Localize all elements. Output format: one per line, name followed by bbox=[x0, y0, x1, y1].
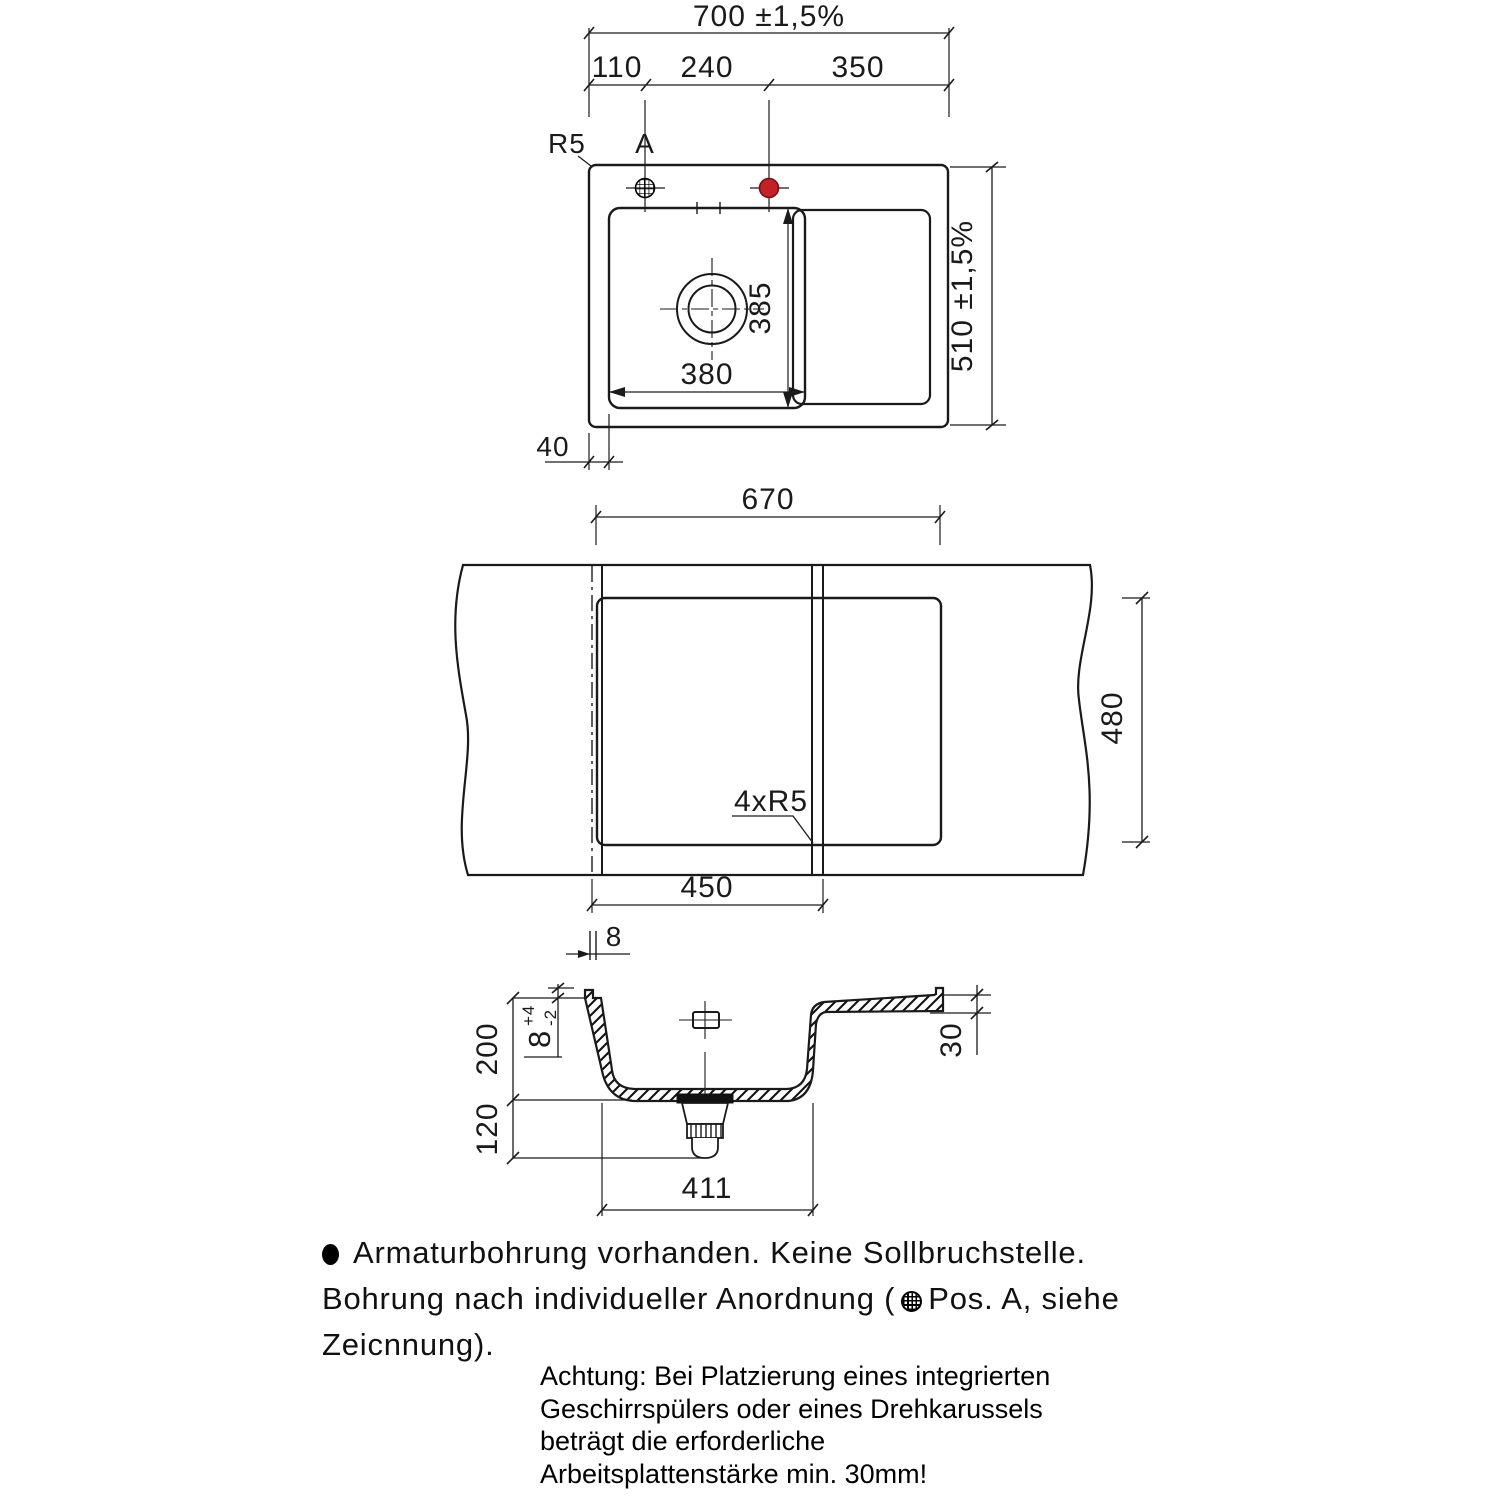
bullet-icon bbox=[322, 1244, 339, 1265]
dim-label-30: 30 bbox=[935, 1022, 968, 1058]
note2-line3: beträgt die erforderliche bbox=[540, 1426, 826, 1456]
note1-line2 bbox=[322, 1276, 1222, 1322]
note1-line2-pre: Bohrung nach individueller Anordnung ( bbox=[322, 1281, 896, 1316]
note-armaturbohrung bbox=[322, 1230, 1222, 1368]
dim-label-510: 510 ±1,5% bbox=[946, 219, 979, 373]
faucet-hole-a-icon bbox=[636, 179, 655, 198]
label-a: A bbox=[635, 128, 655, 159]
drain-trap-dome bbox=[692, 1138, 718, 1158]
faucet-hole-red-icon bbox=[760, 179, 779, 198]
drainboard-outline bbox=[793, 210, 930, 404]
dim-label-200: 200 bbox=[471, 1022, 504, 1076]
note1-line1 bbox=[322, 1230, 1222, 1276]
dim-label-rim8-tol-plus: +4 bbox=[519, 1004, 538, 1026]
dim-label-rim8-tol-minus: -2 bbox=[541, 1008, 560, 1026]
cutout-view bbox=[455, 483, 1150, 960]
drain-nut bbox=[687, 1124, 723, 1138]
dim-label-240: 240 bbox=[680, 51, 734, 84]
label-4xr5: 4xR5 bbox=[734, 785, 809, 818]
worktop-band bbox=[455, 565, 1092, 875]
sink-section-body bbox=[585, 988, 943, 1101]
dim-label-120: 120 bbox=[471, 1102, 504, 1156]
label-r5: R5 bbox=[548, 128, 586, 159]
section-view bbox=[471, 983, 991, 1216]
dim-label-700: 700 ±1,5% bbox=[692, 0, 846, 33]
note-achtung bbox=[540, 1360, 1100, 1490]
dim-label-rim8-group bbox=[519, 1005, 560, 1048]
dim-label-411: 411 bbox=[681, 1172, 733, 1205]
note2-line4: Arbeitsplattenstärke min. 30mm! bbox=[540, 1458, 928, 1489]
note1-line3-text: Zeicnnung). bbox=[322, 1327, 495, 1362]
dim-label-350: 350 bbox=[831, 51, 885, 84]
note2-line1: Achtung: Bei Platzierung eines integrierten bbox=[540, 1361, 1051, 1391]
top-view bbox=[536, 0, 1006, 470]
dim-label-rim8: 8 bbox=[522, 1029, 557, 1048]
pos-a-hole-icon bbox=[901, 1291, 922, 1312]
dim-label-670: 670 bbox=[741, 483, 795, 516]
dim-label-40: 40 bbox=[536, 431, 570, 462]
drain-nut-ribs bbox=[691, 1124, 721, 1138]
dim-label-380: 380 bbox=[680, 358, 734, 391]
note1-line1-text: Armaturbohrung vorhanden. Keine Sollbruchstelle. bbox=[353, 1235, 1086, 1270]
dim-label-450: 450 bbox=[680, 871, 734, 904]
note2-line2: Geschirrspülers oder eines Drehkarussels bbox=[540, 1393, 1043, 1424]
dim-label-8: 8 bbox=[605, 921, 623, 952]
r5-leader-line bbox=[732, 816, 813, 843]
dim-label-110: 110 bbox=[591, 51, 643, 84]
drain-flange bbox=[677, 1094, 733, 1103]
dim-arrow bbox=[578, 950, 590, 958]
drain-body bbox=[682, 1103, 728, 1124]
dim-label-480: 480 bbox=[1096, 691, 1129, 745]
dim-label-385: 385 bbox=[744, 281, 777, 335]
note1-line2-post: Pos. A, siehe bbox=[928, 1281, 1120, 1316]
